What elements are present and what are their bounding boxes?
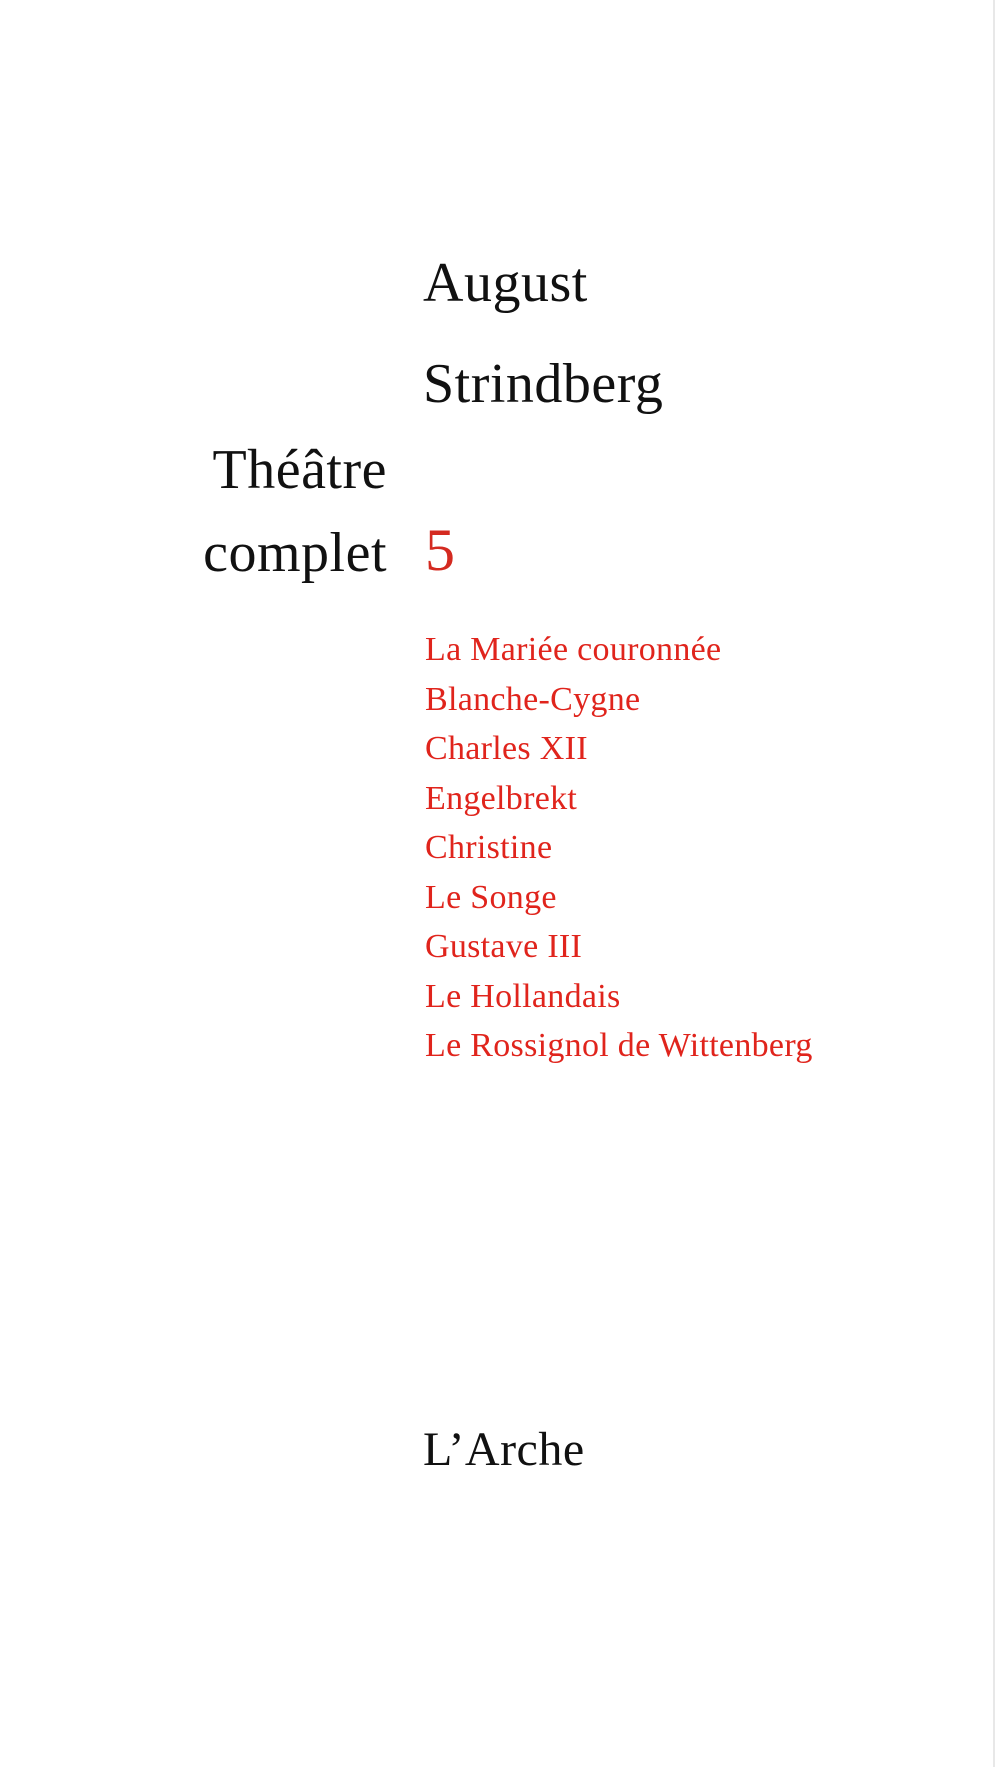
contents-item: Christine [425, 829, 553, 866]
title-line-2: complet [203, 522, 387, 584]
contents-item: Le Rossignol de Wittenberg [425, 1027, 813, 1064]
contents-item: Blanche-Cygne [425, 680, 641, 718]
cover-edge [993, 0, 995, 1767]
author-first-name: August [423, 252, 588, 314]
contents-item: Gustave III [425, 928, 583, 965]
title-line-1: Théâtre [212, 439, 387, 501]
volume-number: 5 [425, 517, 455, 583]
author-last-name: Strindberg [423, 353, 664, 415]
contents-item: Engelbrekt [425, 779, 578, 817]
contents-item: Le Songe [425, 878, 557, 916]
contents-item: Le Hollandais [425, 977, 621, 1015]
publisher-name: L’Arche [423, 1423, 585, 1476]
contents-list [425, 625, 813, 1071]
contents-item: La Mariée couronnée [425, 631, 722, 668]
contents-item: Charles XII [425, 730, 588, 767]
